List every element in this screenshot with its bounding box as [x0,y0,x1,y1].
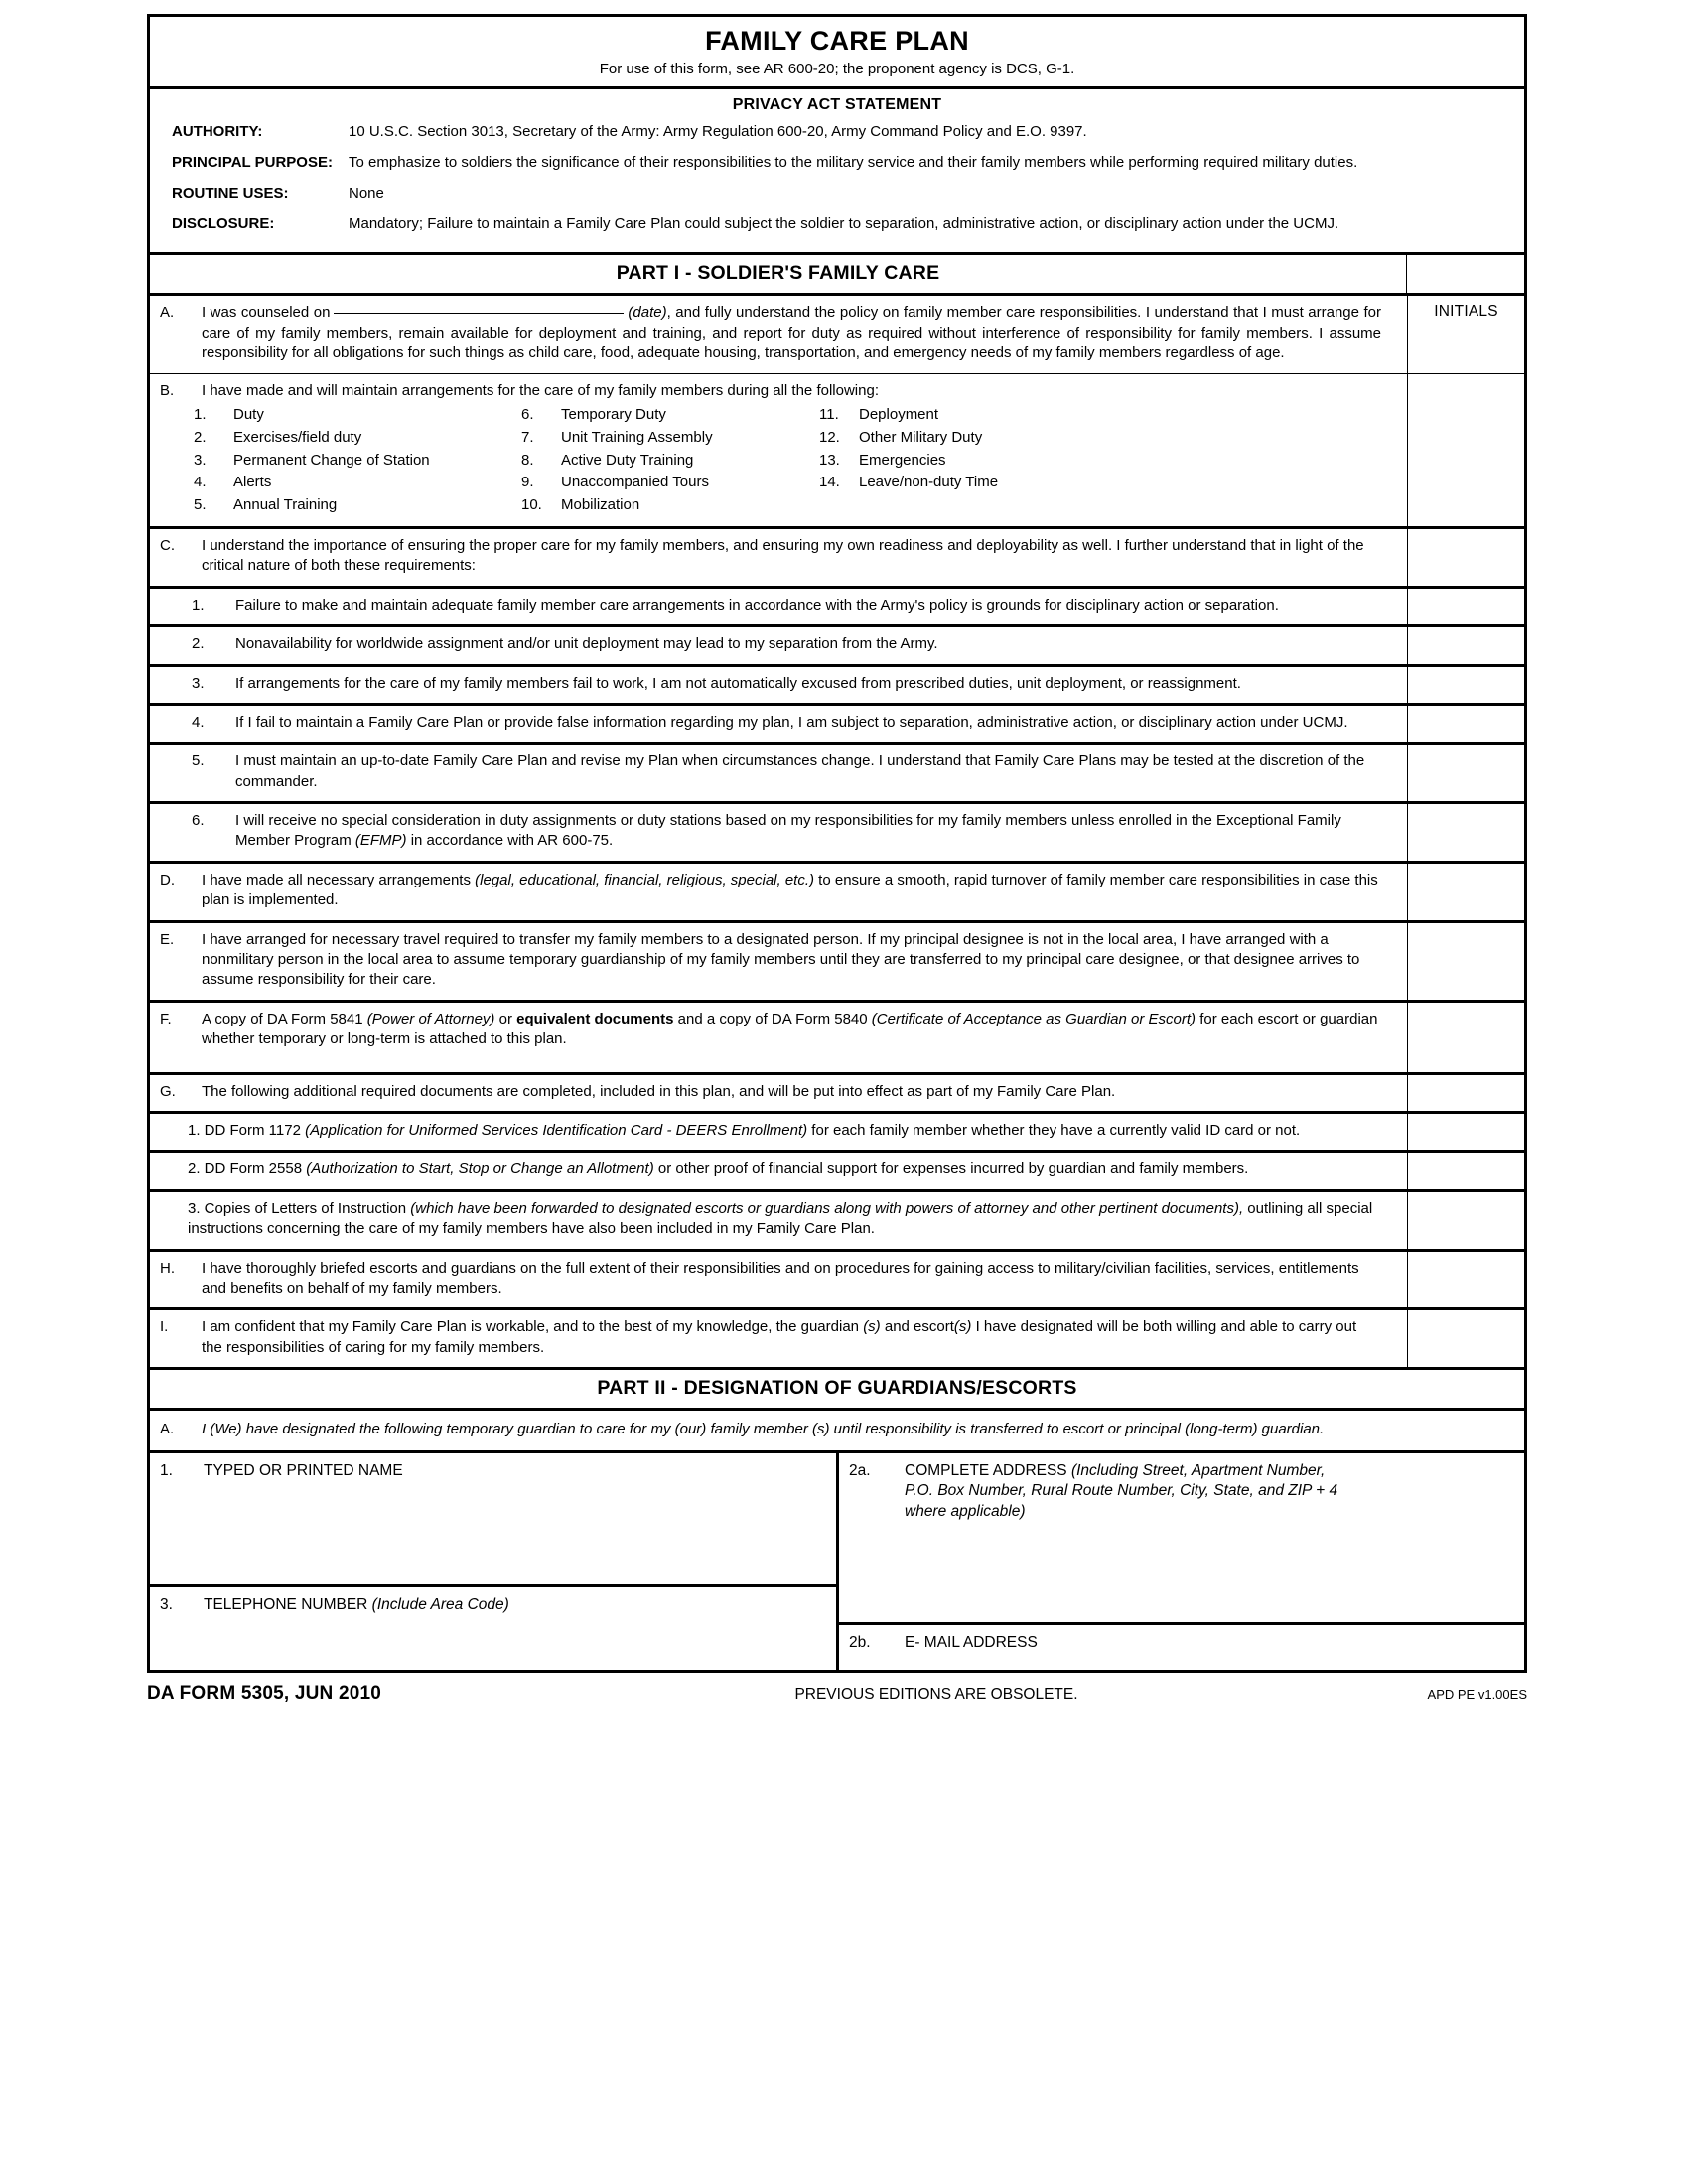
apd-version: APD PE v1.00ES [1427,1686,1527,1702]
privacy-label-authority: AUTHORITY: [172,123,263,141]
item-c2-text: Nonavailability for worldwide assignment and/or unit deployment may lead to my separation from the Army. [235,635,938,653]
initials-box-f[interactable] [1407,1003,1524,1072]
item-c5-num: 5. [192,752,205,770]
list-item [521,472,819,494]
item-c6-efmp: (EFMP) [354,832,407,850]
initials-box-b[interactable] [1407,374,1524,526]
item-a-text [202,303,1397,363]
field-email-label: E- MAIL ADDRESS [905,1633,1038,1651]
privacy-value-authority: 10 U.S.C. Section 3013, Secretary of the Army: Army Regulation 600-20, Army Command Policy and E.O. 9397. [349,123,1087,141]
item-h-letter: H. [160,1259,175,1277]
item-c6-num: 6. [192,812,205,830]
item-g2-seg2: (Authorization to Start, Stop or Change an Allotment) [306,1160,654,1178]
list-item [819,472,1117,494]
field-phone-label [204,1595,826,1616]
field-name-label-row [160,1461,826,1482]
initials-header-cell: INITIALS [1407,296,1524,372]
item-c6-text [235,811,1397,852]
part-2-item-a [150,1411,1524,1450]
cell-item-h [150,1252,1407,1308]
item-e [160,930,1397,991]
form-id: DA FORM 5305, JUN 2010 [147,1682,382,1704]
item-b-7-label: Unit Training Assembly [561,428,713,446]
item-i-seg4: (s) [953,1318,972,1336]
item-b-13-num: 13. [819,451,840,469]
item-b-5-label: Annual Training [233,496,338,514]
item-f-seg1: A copy of DA Form 5841 [202,1010,367,1027]
cell-item-c2 [150,627,1407,663]
cell-item-c4 [150,706,1407,742]
item-g-letter: G. [160,1082,176,1100]
row-item-a [150,296,1524,372]
field-phone-label-row [160,1595,826,1616]
privacy-label-principal-purpose: PRINCIPAL PURPOSE: [172,154,333,172]
item-b-column-3 [819,404,1117,517]
item-i-seg3: and escort [880,1318,954,1336]
item-b-8-label: Active Duty Training [561,451,694,469]
cell-item-c5 [150,745,1407,801]
item-b-column-1 [194,404,521,517]
form-header [150,17,1524,86]
item-a-text-before: I was counseled on [202,304,331,322]
list-item [521,494,819,517]
row-item-g2 [150,1150,1524,1188]
item-b-9-num: 9. [521,474,534,491]
item-c1-text: Failure to make and maintain adequate family member care arrangements in accordance with the Army's policy is grounds for disciplinary action or separation. [235,596,1279,614]
item-i-letter: I. [160,1318,169,1336]
row-item-g [150,1072,1524,1111]
field-address-number: 2a. [849,1461,871,1479]
privacy-label-disclosure: DISCLOSURE: [172,214,275,232]
privacy-act-statement [150,86,1524,252]
list-item [194,450,521,473]
row-item-d [150,861,1524,920]
privacy-row-routine-uses [150,182,1524,212]
cell-item-e [150,923,1407,1000]
row-item-c4 [150,703,1524,742]
row-item-c2 [150,624,1524,663]
initials-box-c4[interactable] [1407,706,1524,742]
item-c1 [160,596,1397,615]
item-d-text [202,871,1397,911]
row-item-c5 [150,742,1524,801]
row-item-c [150,526,1524,586]
item-b-5-num: 5. [194,496,207,514]
cell-item-d [150,864,1407,920]
list-item [194,427,521,450]
row-item-g3 [150,1189,1524,1249]
item-b-14-label: Leave/non-duty Time [859,474,999,491]
item-b-letter: B. [160,381,175,399]
item-c [160,536,1397,577]
item-c6-text-part2: in accordance with AR 600-75. [406,832,614,850]
item-b-9-label: Unaccompanied Tours [561,474,709,491]
item-g2-text [160,1160,1397,1179]
item-i-seg2: (s) [863,1318,881,1336]
item-i [160,1317,1397,1358]
item-c4 [160,713,1397,733]
row-item-i [150,1307,1524,1367]
item-c1-num: 1. [192,596,205,614]
list-item [521,404,819,427]
item-b-7-num: 7. [521,428,534,446]
item-c3-num: 3. [192,674,205,692]
item-b-4-label: Alerts [233,474,272,491]
item-b-12-num: 12. [819,428,840,446]
item-b-column-2 [521,404,819,517]
item-a-date-label: (date) [628,304,667,322]
item-d-text-italic: (legal, educational, financial, religious, special, etc.) [475,871,815,888]
initials-box-e[interactable] [1407,923,1524,1000]
part-2-item-a-text: I (We) have designated the following temporary guardian to care for my (our) family member (s) until responsibility is transferred to escort or principal (long-term) guardian. [202,1421,1325,1438]
row-item-f [150,1000,1524,1072]
item-b-6-label: Temporary Duty [561,405,666,423]
item-c2-num: 2. [192,635,205,653]
form-footer [147,1673,1527,1705]
item-b-2-num: 2. [194,428,207,446]
privacy-value-principal-purpose: To emphasize to soldiers the significance of their responsibilities to the military service and their family members while performing required military duties. [349,154,1358,172]
item-b-6-num: 6. [521,405,534,423]
item-b-4-num: 4. [194,474,207,491]
field-address-label-row [849,1461,1514,1523]
item-g1-seg3: for each family member whether they have a currently valid ID card or not. [807,1122,1301,1139]
item-b-3-label: Permanent Change of Station [233,451,430,469]
row-item-c6 [150,801,1524,861]
initials-box-g1[interactable] [1407,1114,1524,1150]
item-b-13-label: Emergencies [859,451,946,469]
field-name-number: 1. [160,1461,173,1479]
item-c6 [160,811,1397,852]
item-f-seg5: and a copy of DA Form 5840 [673,1010,872,1027]
field-email-number: 2b. [849,1633,871,1651]
item-d-text-part1: I have made all necessary arrangements [202,871,476,888]
item-f [160,1010,1397,1050]
list-item [194,404,521,427]
row-item-e [150,920,1524,1000]
field-address-hint-1: (Including Street, Apartment Number, [1070,1461,1326,1479]
field-address-label [905,1461,1514,1523]
item-c6-text-part1: I will receive no special consideration in duty assignments or duty stations based on my responsibilities for my family members unless enrolled in the Exceptional Family Member Program [235,812,1341,850]
field-name-label: TYPED OR PRINTED NAME [204,1461,403,1479]
field-phone-number: 3. [160,1595,173,1613]
initials-box-c6[interactable] [1407,804,1524,861]
item-g-intro: The following additional required documents are completed, included in this plan, and will be put into effect as part of my Family Care Plan. [202,1082,1116,1100]
item-b-3-num: 3. [194,451,207,469]
item-i-seg5: I have designated will be both willing and able to carry out the responsibilities of caring for my family members. [202,1318,1357,1356]
item-g3-seg2: (which have been forwarded to designated escorts or guardians along with powers of attorney and other pertinent documents), [410,1199,1244,1217]
item-h-text: I have thoroughly briefed escorts and guardians on the full extent of their responsibilities and on procedures for gaining access to military/civilian facilities, services, entitlements and benefits on behalf of my family members. [202,1259,1359,1297]
item-b-11-num: 11. [819,405,839,423]
item-f-seg7: for each escort or guardian whether temporary or long-term is attached to this plan. [202,1010,1378,1048]
initials-box-c5[interactable] [1407,745,1524,801]
field-phone-label-text: TELEPHONE NUMBER [204,1595,372,1613]
part-2-banner: PART II - DESIGNATION OF GUARDIANS/ESCORTS [150,1367,1524,1411]
cell-item-b [150,374,1407,526]
item-b-11-label: Deployment [859,405,939,423]
list-item [521,427,819,450]
initials-box-c[interactable] [1407,529,1524,586]
field-phone-label-hint: (Include Area Code) [371,1595,509,1613]
cell-item-c6 [150,804,1407,861]
row-item-b [150,373,1524,526]
item-d-text-part2: to ensure a smooth, rapid turnover of family member care responsibilities in case this plan is implemented. [202,871,1378,909]
item-c2 [160,634,1397,654]
initials-box-c1[interactable] [1407,589,1524,624]
cell-item-c [150,529,1407,586]
item-b-14-num: 14. [819,474,840,491]
privacy-label-routine-uses: ROUTINE USES: [172,184,289,202]
item-c-letter: C. [160,536,175,554]
item-h [160,1259,1397,1299]
item-f-seg6: (Certificate of Acceptance as Guardian or Escort) [871,1010,1196,1027]
field-address-label-text: COMPLETE ADDRESS [905,1461,1071,1479]
item-c5-text: I must maintain an up-to-date Family Care Plan and revise my Plan when circumstances change. I understand that Family Care Plans may be tested at the discretion of the commander. [235,752,1365,790]
form-subtitle: For use of this form, see AR 600-20; the proponent agency is DCS, G-1. [599,61,1075,78]
row-item-c3 [150,664,1524,703]
item-d-letter: D. [160,871,175,888]
row-item-h [150,1249,1524,1308]
list-item [819,427,1117,450]
item-b-list [160,404,1397,517]
item-i-seg1: I am confident that my Family Care Plan is workable, and to the best of my knowledge, the guardian [202,1318,864,1336]
initials-box-g2[interactable] [1407,1153,1524,1188]
field-telephone-number[interactable] [150,1584,836,1670]
cell-item-g1 [150,1114,1407,1150]
list-item [819,450,1117,473]
list-item [194,472,521,494]
field-complete-address[interactable] [839,1453,1524,1622]
list-item [819,404,1117,427]
item-b-12-label: Other Military Duty [859,428,983,446]
cell-item-a [150,296,1407,372]
item-i-text [202,1317,1397,1358]
initials-box-c2[interactable] [1407,627,1524,663]
cell-item-g2 [150,1153,1407,1188]
initials-box-i[interactable] [1407,1310,1524,1367]
item-g1-seg1: 1. DD Form 1172 [188,1122,306,1139]
cell-item-c1 [150,589,1407,624]
privacy-row-disclosure [150,212,1524,243]
privacy-value-routine-uses: None [349,184,384,202]
item-g3-seg3: outlining all special instructions concerning the care of my family members have also been included in my Family Care Plan. [188,1199,1373,1238]
item-b [160,381,1397,401]
privacy-row-principal-purpose [150,151,1524,182]
cell-item-f [150,1003,1407,1072]
family-care-plan-form [147,14,1527,1673]
item-d [160,871,1397,911]
item-f-text [202,1010,1397,1050]
cell-item-g [150,1075,1407,1111]
item-a-letter: A. [160,304,175,322]
guardian-grid-left-column [150,1453,839,1670]
item-b-10-num: 10. [521,496,542,514]
item-b-1-label: Duty [233,405,264,423]
item-a [160,303,1397,363]
row-item-g1 [150,1111,1524,1150]
item-g2-seg1: 2. DD Form 2558 [188,1160,307,1178]
item-c4-text: If I fail to maintain a Family Care Plan or provide false information regarding my plan, I am subject to separation, administrative action, or disciplinary action under UCMJ. [235,713,1348,731]
cell-item-g3 [150,1192,1407,1249]
field-typed-or-printed-name[interactable] [150,1453,836,1584]
item-b-1-num: 1. [194,405,207,423]
date-blank-line[interactable] [334,313,624,314]
privacy-row-authority [150,120,1524,151]
guardian-grid-right-column [839,1453,1524,1670]
cell-item-c3 [150,667,1407,703]
initials-box-g3[interactable] [1407,1192,1524,1249]
item-g2-seg3: or other proof of financial support for expenses incurred by guardian and family members. [653,1160,1249,1178]
item-e-letter: E. [160,930,175,948]
field-email-address[interactable] [839,1622,1524,1670]
list-item [521,450,819,473]
item-f-letter: F. [160,1010,172,1027]
item-c5 [160,751,1397,792]
field-address-hint-3: where applicable) [905,1503,1026,1521]
initials-box-d[interactable] [1407,864,1524,920]
page-title: FAMILY CARE PLAN [705,26,969,56]
item-b-8-num: 8. [521,451,534,469]
field-address-hint-2: P.O. Box Number, Rural Route Number, City, State, and ZIP + 4 [905,1482,1338,1500]
item-c-intro: I understand the importance of ensuring the proper care for my family members, and ensuring my own readiness and deployability as well. I further understand that in light of the critical nature of both these requirements: [202,536,1364,575]
part-1-banner: PART I - SOLDIER'S FAMILY CARE [616,262,940,285]
item-c4-num: 4. [192,713,205,731]
row-item-c1 [150,586,1524,624]
item-g3-text [160,1199,1397,1240]
initials-box-g[interactable] [1407,1075,1524,1111]
initials-box-c3[interactable] [1407,667,1524,703]
privacy-act-heading: PRIVACY ACT STATEMENT [732,96,942,114]
item-a-text-after: , and fully understand the policy on family member care responsibilities. I understand that I must arrange for care of my family members, remain available for deployment and training, and report for duty as required without interference of responsibility for family members. I assume responsibility for all obligations for such things as child care, food, adequate housing, transportation, and emergency needs of my family members regardless of age. [202,304,1381,362]
field-email-label-row [849,1633,1514,1654]
part-1-banner-row [150,252,1524,296]
item-g1-text [160,1121,1397,1141]
item-g [160,1082,1397,1102]
item-g3-seg1: 3. Copies of Letters of Instruction [188,1199,411,1217]
item-f-seg3: or [494,1010,517,1027]
initials-box-h[interactable] [1407,1252,1524,1308]
item-g1-seg2: (Application for Uniformed Services Identification Card - DEERS Enrollment) [305,1122,808,1139]
privacy-value-disclosure: Mandatory; Failure to maintain a Family Care Plan could subject the soldier to separation, administrative action, or disciplinary action under the UCMJ. [349,214,1339,232]
item-b-2-label: Exercises/field duty [233,428,362,446]
guardian-info-grid [150,1450,1524,1670]
part-1-banner-initials-spacer [1406,255,1524,293]
item-f-seg4: equivalent documents [516,1010,674,1027]
item-e-text: I have arranged for necessary travel required to transfer my family members to a designated person. If my principal designee is not in the local area, I have arranged with a nonmilitary person in the local area to assume temporary guardianship of my family members until they are transferred to my principal care designee, or that designee arrives to assume responsibility for their care. [202,930,1360,989]
item-c3-text: If arrangements for the care of my family members fail to work, I am not automatically excused from prescribed duties, unit deployment, or reassignment. [235,674,1241,692]
part-2-item-a-letter: A. [160,1421,175,1438]
previous-editions-note: PREVIOUS EDITIONS ARE OBSOLETE. [794,1685,1078,1703]
item-f-seg2: (Power of Attorney) [366,1010,495,1027]
item-b-intro: I have made and will maintain arrangements for the care of my family members during all the following: [202,381,879,399]
item-c3 [160,674,1397,694]
list-item [194,494,521,517]
cell-item-i [150,1310,1407,1367]
item-b-10-label: Mobilization [561,496,640,514]
